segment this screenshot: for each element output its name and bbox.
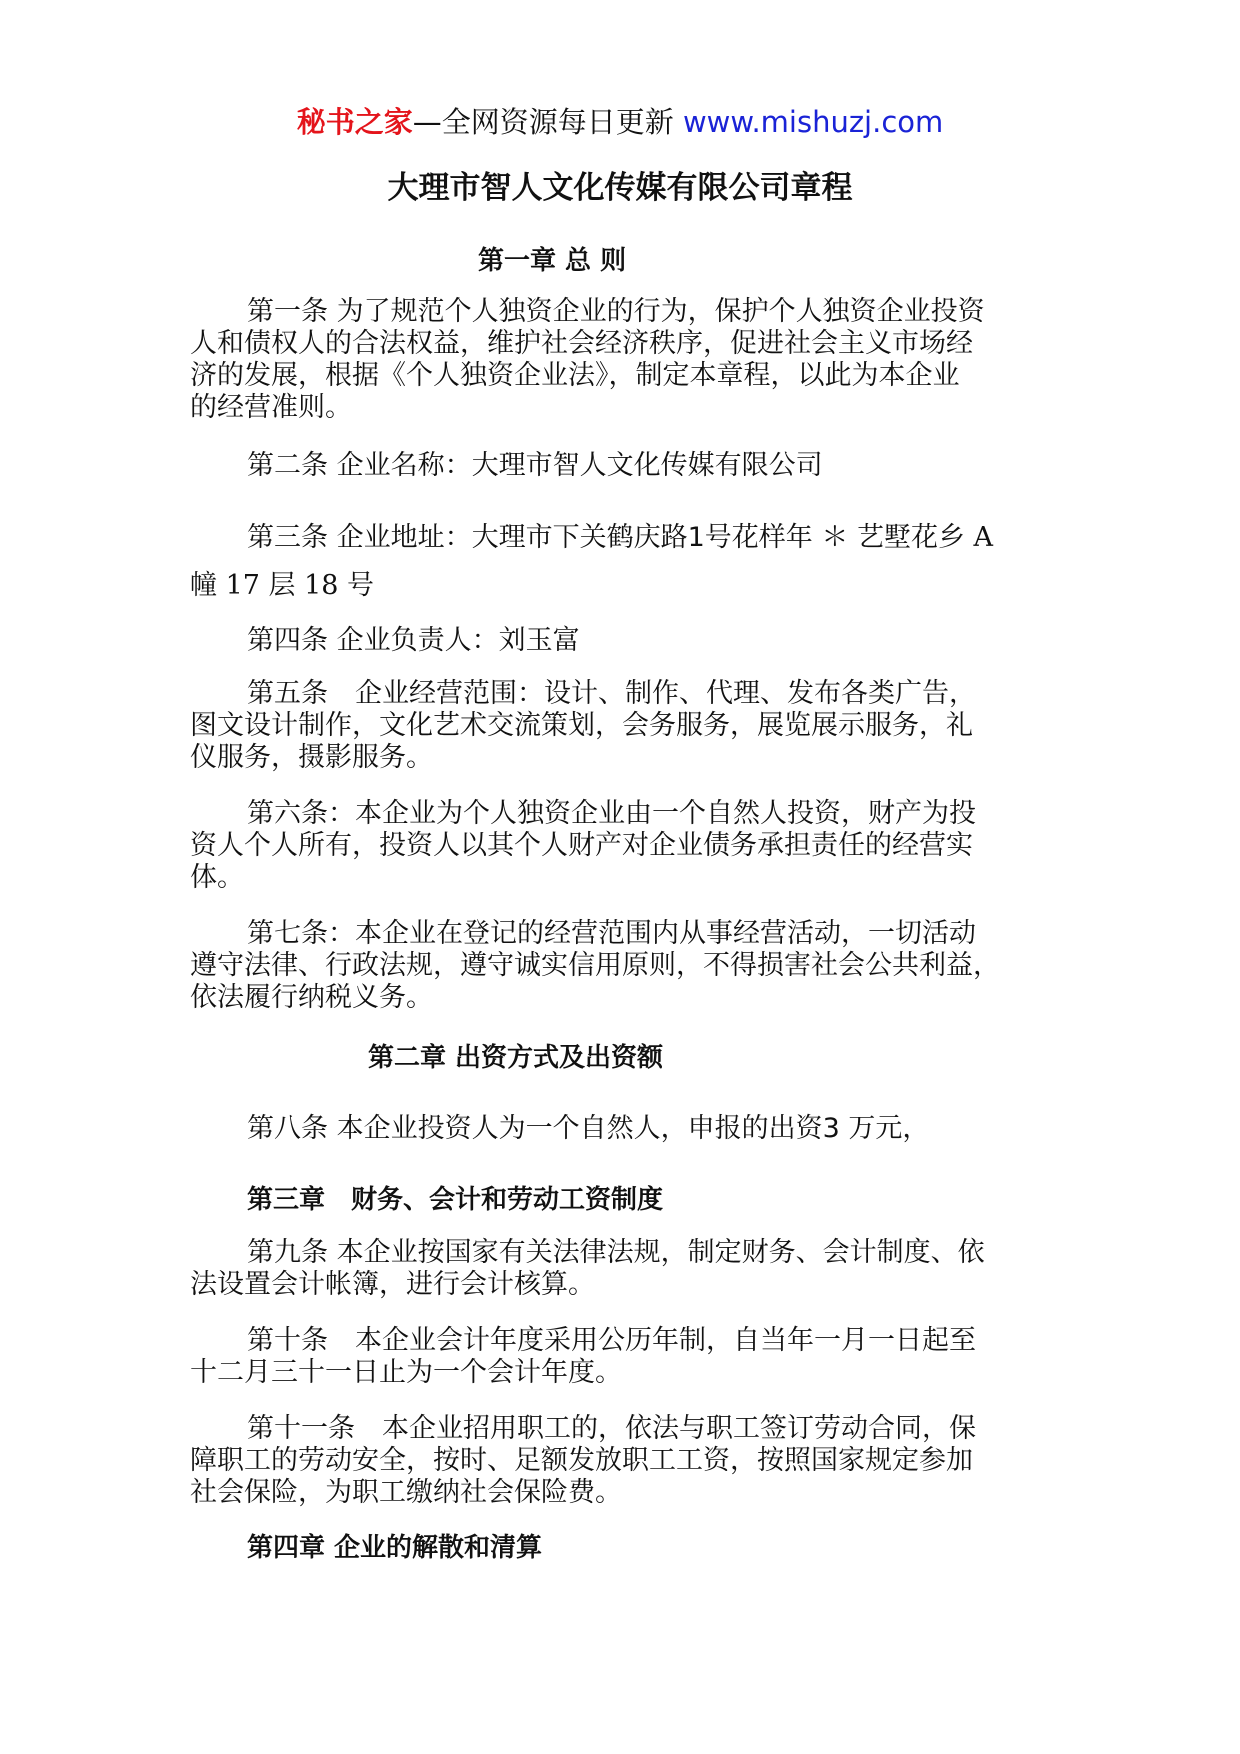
site-banner <box>0 102 1240 142</box>
article-11-line-2: 障职工的劳动安全，按时、足额发放职工工资，按照国家规定参加 <box>190 1445 973 1476</box>
chapter-heading-1: 第一章 总 则 <box>478 246 627 276</box>
article-11-line-1: 第十一条 本企业招用职工的，依法与职工签订劳动合同，保 <box>247 1413 976 1444</box>
article-10-line-2: 十二月三十一日止为一个会计年度。 <box>190 1357 622 1388</box>
article-7-line-1: 第七条：本企业在登记的经营范围内从事经营活动，一切活动 <box>247 918 976 949</box>
article-3-line-1 <box>247 522 993 554</box>
article-5-line-3: 仪服务，摄影服务。 <box>190 742 433 773</box>
article-8-line-1 <box>247 1113 929 1145</box>
chapter-heading-3: 第三章 财务、会计和劳动工资制度 <box>247 1185 664 1215</box>
article-3-address-middle: 号花样年 ＊ 艺墅花乡 A <box>704 522 994 553</box>
article-11-line-3: 社会保险，为职工缴纳社会保险费。 <box>190 1477 622 1508</box>
article-1-line-4: 的经营准则。 <box>190 392 352 423</box>
article-3-address-prefix: 第三条 企业地址：大理市下关鹤庆路 <box>247 522 688 553</box>
article-1-line-1: 第一条 为了规范个人独资企业的行为，保护个人独资企业投资 <box>247 296 985 327</box>
article-9-line-1: 第九条 本企业按国家有关法律法规，制定财务、会计制度、依 <box>247 1237 985 1268</box>
article-1-line-2: 人和债权人的合法权益，维护社会经济秩序，促进社会主义市场经 <box>190 328 973 359</box>
article-8-suffix: 万元， <box>848 1113 930 1144</box>
article-6-line-2: 资人个人所有，投资人以其个人财产对企业债务承担责任的经营实 <box>190 830 973 861</box>
article-4-line-1: 第四条 企业负责人：刘玉富 <box>247 625 580 656</box>
article-7-line-2: 遵守法律、行政法规，遵守诚实信用原则，不得损害社会公共利益， <box>190 950 1000 981</box>
article-3-line-2: 幢 17 层 18 号 <box>190 570 375 601</box>
article-5-line-1: 第五条 企业经营范围：设计、制作、代理、发布各类广告， <box>247 678 976 709</box>
article-9-line-2: 法设置会计帐簿，进行会计核算。 <box>190 1269 595 1300</box>
article-8-amount: 3 <box>822 1113 840 1144</box>
article-1-line-3: 济的发展，根据《个人独资企业法》，制定本章程，以此为本企业 <box>190 360 960 391</box>
site-tagline: —全网资源每日更新 <box>412 105 674 139</box>
article-10-line-1: 第十条 本企业会计年度采用公历年制，自当年一月一日起至 <box>247 1325 976 1356</box>
site-url-link[interactable]: www.mishuzj.com <box>682 105 944 139</box>
site-brand: 秘书之家 <box>296 105 413 139</box>
article-6-line-1: 第六条：本企业为个人独资企业由一个自然人投资，财产为投 <box>247 798 976 829</box>
chapter-heading-2: 第二章 出资方式及出资额 <box>368 1043 664 1073</box>
article-6-line-3: 体。 <box>190 862 244 893</box>
article-3-road-number: 1 <box>687 522 705 553</box>
article-2-line-1: 第二条 企业名称：大理市智人文化传媒有限公司 <box>247 450 823 481</box>
chapter-heading-4: 第四章 企业的解散和清算 <box>247 1533 543 1563</box>
article-5-line-2: 图文设计制作，文化艺术交流策划，会务服务，展览展示服务，礼 <box>190 710 973 741</box>
article-8-prefix: 第八条 本企业投资人为一个自然人，申报的出资 <box>247 1113 823 1144</box>
document-title: 大理市智人文化传媒有限公司章程 <box>387 170 853 206</box>
article-7-line-3: 依法履行纳税义务。 <box>190 982 433 1013</box>
